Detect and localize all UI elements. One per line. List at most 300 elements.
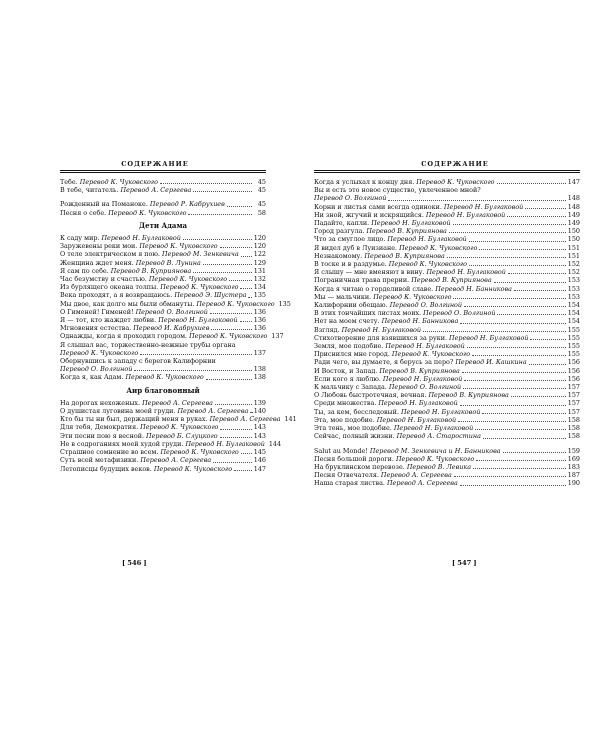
entry-page: 157 — [567, 407, 580, 416]
toc-entry — [314, 375, 580, 383]
toc-entry — [60, 234, 266, 242]
leader-dots — [525, 203, 566, 209]
leader-dots — [472, 350, 566, 356]
toc-entry: Обернувшись к западу с берегов Калифорнии Перевод О. Волгиной 138 — [60, 357, 266, 374]
entry-translator: Перевод Н. Булгаковой — [443, 202, 524, 211]
entry-title: О теле электрическом я пою. — [60, 250, 162, 259]
entry-translator: Перевод Н. Булгаковой — [400, 407, 481, 416]
entry-title: Что за смуглое лицо. — [314, 235, 388, 244]
entry-title: Тебе. — [60, 178, 80, 186]
entry-page: 135 — [253, 291, 266, 300]
toc-entry — [60, 267, 266, 275]
entry-translator: Перевод О. Волгиной — [423, 309, 496, 318]
toc-column-right — [314, 178, 580, 488]
toc-entry — [314, 367, 580, 375]
leader-dots — [227, 201, 252, 207]
entry-translator: Перевод В. Куприянова — [366, 227, 447, 236]
entry-page: 153 — [567, 276, 580, 285]
entry-translator: Перевод И. Кабрухиев — [133, 324, 210, 333]
toc-entry — [314, 235, 580, 243]
leader-dots — [454, 471, 566, 477]
entry-translator: Перевод К. Чуковского — [196, 299, 275, 308]
entry-translator: Перевод В. Куприянова — [428, 391, 509, 400]
leader-dots — [241, 448, 252, 454]
toc-entry — [314, 463, 580, 471]
entry-title: Нет на моем счету. — [314, 317, 382, 326]
toc-entry — [314, 211, 580, 219]
entry-title: Я слышу — мне вменяют в вину. — [314, 268, 427, 277]
toc-entry — [60, 399, 266, 407]
entry-title: Час безумству и счастью. — [60, 275, 149, 284]
entry-page: 151 — [567, 243, 580, 252]
entry-page: 156 — [567, 366, 580, 375]
toc-entry — [314, 293, 580, 301]
entry-page: 153 — [567, 284, 580, 293]
entry-title: И Восток, и Запад. — [314, 366, 380, 375]
entry-title: Эти песни пою я весной. — [60, 431, 147, 440]
toc-entry — [314, 203, 580, 211]
leader-dots — [508, 268, 566, 274]
toc-entry — [314, 432, 580, 440]
toc-entry — [314, 244, 580, 252]
entry-translator: Перевод Н. Булгаковой — [376, 415, 457, 424]
leader-dots — [213, 457, 252, 463]
entry-title: В тоске и в раздумье. — [314, 260, 389, 269]
entry-title: О Гименей! Гименей! — [60, 307, 136, 316]
entry-translator: Перевод Н. Булгаковой — [341, 325, 421, 334]
entry-translator: Перевод В. Куприянова — [411, 276, 492, 285]
entry-page: 135 — [278, 299, 291, 308]
leader-dots — [210, 308, 252, 314]
leader-dots — [473, 463, 566, 469]
toc-entry — [60, 308, 266, 316]
entry-translator: Перевод А. Сергеева — [209, 415, 281, 424]
toc-entry — [60, 178, 266, 186]
toc-entry — [314, 317, 580, 325]
entry-title: Века проходят, а я возвращаюсь. — [60, 291, 175, 300]
toc-entry: Вы и есть это новое существо, увлеченное мной? Перевод О. Волгиной 148 — [314, 186, 580, 203]
leader-dots — [529, 359, 566, 365]
leader-dots — [240, 283, 251, 289]
leader-dots — [469, 236, 566, 242]
toc-entry — [314, 455, 580, 463]
leader-dots — [193, 267, 252, 273]
entry-title: Когда я читаю о горделивой славе. — [314, 284, 436, 293]
leader-dots — [453, 293, 565, 299]
toc-entry — [314, 424, 580, 432]
entry-page: 136 — [253, 307, 266, 316]
leader-dots — [220, 432, 252, 438]
section-title: Аир благовонный — [126, 385, 200, 395]
leader-dots — [530, 334, 565, 340]
entry-translator: Перевод О. Волгиной — [135, 307, 208, 316]
entry-translator: Перевод О. Волгиной — [388, 383, 462, 392]
leader-dots — [460, 480, 566, 486]
leader-dots — [460, 318, 565, 324]
entry-title: Страшное сомнение во всем. — [60, 448, 161, 457]
toc-entry — [314, 252, 580, 260]
entry-translator: Перевод Н. Булгаковой — [449, 333, 529, 342]
leader-dots — [483, 433, 566, 439]
entry-page: 157 — [567, 383, 580, 392]
entry-title: Рожденный на Поманоке. — [60, 200, 150, 209]
entry-page: 144 — [268, 439, 282, 448]
entry-translator: Перевод К. Чуковского — [153, 464, 233, 473]
entry-title: Однажды, когда я проходил городом. — [60, 332, 190, 341]
entry-page: 156 — [567, 374, 580, 383]
entry-translator: Перевод К. Чуковского — [139, 242, 218, 251]
toc-entry — [60, 291, 266, 299]
entry-page: 156 — [567, 358, 580, 367]
toc-entry — [60, 448, 266, 456]
leader-dots — [240, 316, 252, 322]
entry-page: 158 — [567, 424, 580, 433]
entry-title: Женщина ждет меня. — [60, 258, 136, 267]
toc-entry — [314, 342, 580, 350]
entry-translator: Перевод К. Чуковского — [373, 292, 452, 301]
entry-title: Стихотворение для взявшихся за руки. — [314, 333, 450, 342]
entry-translator: Перевод Б. Слуцкого — [146, 431, 218, 440]
entry-page: 157 — [567, 391, 580, 400]
entry-title: Взгляд. — [314, 325, 342, 334]
entry-page: 159 — [567, 446, 580, 455]
entry-page: 150 — [567, 227, 580, 236]
entry-title: Ни зной, жгучий и искрящийся. — [314, 210, 426, 219]
leader-dots — [475, 424, 566, 430]
leader-dots — [188, 209, 252, 215]
entry-translator: Перевод Н. Булгаковой — [387, 235, 467, 244]
leader-dots — [248, 292, 251, 298]
entry-page: 136 — [253, 324, 266, 333]
leader-dots — [229, 275, 252, 281]
entry-title: Незнакомому. — [314, 251, 365, 260]
entry-translator: Перевод В. Куприянова — [379, 366, 460, 375]
entry-page: 153 — [567, 292, 580, 301]
entry-title: Песня о себе. — [60, 208, 109, 217]
toc-entry — [60, 275, 266, 283]
entry-page: 154 — [567, 309, 580, 318]
toc-entry — [314, 326, 580, 334]
entry-page: 155 — [567, 333, 580, 342]
leader-dots — [494, 277, 566, 283]
running-header: СОДЕРЖАНИЕ — [421, 160, 489, 168]
leader-dots — [220, 242, 252, 248]
entry-title: Если кого я люблю. — [314, 374, 383, 383]
entry-title: Среди множества. — [314, 399, 379, 408]
toc-entry — [60, 439, 282, 448]
leader-dots — [463, 383, 566, 389]
entry-title: Ради чего, вы думаете, я берусь за перо? — [314, 358, 456, 367]
toc-entry — [314, 358, 580, 366]
entry-page: 139 — [253, 398, 266, 407]
leader-dots — [423, 326, 566, 332]
entry-translator: Перевод Э. Шустера — [174, 291, 247, 300]
toc-entry — [314, 301, 580, 309]
entry-title: Калифорнии обещаю. — [314, 301, 390, 310]
entry-translator: Перевод Н. Булгаковой — [378, 399, 458, 408]
leader-dots — [467, 342, 566, 348]
entry-translator: Перевод М. Зенкевича и Н. Банникова — [369, 446, 501, 455]
entry-title: Песня большой дороги. — [314, 454, 396, 463]
toc-entry — [60, 259, 266, 267]
entry-title: Песня Отвечателя. — [314, 471, 381, 480]
entry-translator: Перевод Н. Банникова — [381, 317, 459, 326]
leader-dots — [497, 309, 565, 315]
toc-entry — [60, 456, 266, 464]
toc-entry — [314, 268, 580, 276]
header-rule-thin — [314, 172, 580, 173]
leader-dots — [193, 186, 252, 192]
entry-title: Мы — мальчики. — [314, 292, 374, 301]
leader-dots — [453, 219, 566, 225]
entry-page: 136 — [253, 316, 266, 325]
entry-translator: Перевод К. Чуковского — [395, 454, 475, 463]
toc-entry — [314, 399, 580, 407]
entry-title: Я видел дуб в Луизиане. — [314, 243, 400, 252]
toc-entry — [314, 383, 580, 391]
toc-entry — [314, 479, 580, 487]
entry-translator: Перевод А. Сергеева — [380, 471, 452, 480]
entry-translator: Перевод К. Чуковского — [79, 178, 158, 186]
entry-title: Эта, мое подобие. — [314, 415, 377, 424]
toc-entry: Когда я услыхал к концу дня. Перевод К. Чуковского 147 — [314, 178, 580, 186]
entry-page: 141 — [284, 415, 297, 424]
leader-dots — [449, 227, 566, 233]
entry-translator: Перевод А. Сергеева — [120, 186, 192, 195]
toc-entry — [314, 334, 580, 342]
entry-page: 137 — [271, 332, 284, 341]
entry-title: О душистая луговина моей груди. — [60, 407, 178, 416]
entry-page: 58 — [257, 208, 266, 217]
entry-page: 150 — [567, 235, 580, 244]
toc-entry — [314, 309, 580, 317]
leader-dots — [241, 251, 252, 257]
toc-entry — [60, 324, 266, 332]
toc-entry — [60, 209, 266, 217]
entry-page: 131 — [253, 266, 266, 275]
entry-title: Я сам по себе. — [60, 266, 111, 275]
entry-page: 120 — [253, 242, 266, 251]
toc-entry — [60, 407, 266, 415]
entry-title: В тебе, читатель. — [60, 186, 121, 195]
entry-title: Наша старая листва. — [314, 479, 387, 488]
entry-translator: Перевод В. Левика — [406, 462, 472, 471]
entry-translator: Перевод А. Старостина — [396, 432, 481, 441]
toc-entry — [314, 350, 580, 358]
entry-page: 140 — [253, 407, 266, 416]
leader-dots — [462, 367, 566, 373]
toc-entry — [60, 465, 266, 473]
entry-translator: Перевод К. Чуковского — [140, 423, 219, 432]
entry-page: 155 — [567, 350, 580, 359]
toc-entry — [314, 260, 580, 268]
entry-title: В этих тончайших листах моих. — [314, 309, 424, 318]
entry-translator: Перевод Н. Булгаковой — [385, 342, 465, 351]
header-rule — [314, 170, 580, 171]
toc-column-left — [60, 178, 297, 473]
header-rule — [60, 170, 266, 171]
entry-translator: Перевод К. Чуковского — [388, 260, 468, 269]
entry-title: Для тебя, Демократия. — [60, 423, 141, 432]
entry-translator: Перевод И. Кашкина — [455, 358, 527, 367]
leader-dots — [469, 260, 566, 266]
toc-entry — [314, 471, 580, 479]
entry-page: 149 — [567, 219, 580, 228]
leader-dots — [183, 234, 252, 240]
entry-page: 169 — [567, 454, 580, 463]
entry-translator: Перевод Н. Булгаковой — [426, 268, 506, 277]
entry-page: 152 — [567, 260, 580, 269]
toc-entry — [60, 242, 266, 250]
toc-entry: Когда я, как Адам. Перевод К. Чуковского 138 — [60, 373, 266, 382]
entry-translator: Перевод Н. Булгаковой — [101, 234, 181, 243]
entry-title: К мальчику с Запада. — [314, 383, 389, 392]
page-number: [ 546 ] — [122, 559, 147, 567]
entry-translator: Перевод Н. Булгаковой — [185, 439, 265, 448]
entry-translator: Перевод М. Зенкевича — [162, 250, 239, 259]
toc-entry — [60, 415, 297, 424]
toc-entry — [60, 332, 284, 341]
toc-entry — [60, 423, 266, 431]
leader-dots — [464, 375, 566, 381]
entry-title: Мы двое, как долго мы были обмануты. — [60, 299, 197, 308]
leader-dots — [476, 455, 566, 461]
entry-translator: Перевод В. Лунина — [135, 258, 201, 267]
entry-page: 158 — [567, 415, 580, 424]
leader-dots — [507, 211, 566, 217]
entry-translator: Перевод В. Куприянова — [110, 266, 192, 275]
leader-dots — [464, 301, 566, 307]
toc-entry — [60, 432, 266, 440]
entry-page: 132 — [253, 275, 266, 284]
entry-page: 45 — [257, 200, 266, 209]
entry-title: На бруклинском перевозе. — [314, 462, 407, 471]
entry-translator: Перевод Н. Булгаковой — [158, 316, 238, 325]
entry-title: На дорогах нехоженых. — [60, 398, 143, 407]
leader-dots — [458, 416, 566, 422]
leader-dots — [203, 259, 252, 265]
toc-entry — [60, 186, 266, 194]
entry-title: О Любовь быстротечная, вечная. — [314, 391, 429, 400]
entry-title: Земля, мое подобие. — [314, 342, 386, 351]
entry-translator: Перевод Н. Булгаковой — [371, 219, 451, 228]
entry-page: 148 — [567, 202, 580, 211]
entry-translator: Перевод К. Чуковского — [108, 208, 187, 217]
entry-title: Сейчас, полный жизни. — [314, 432, 397, 441]
entry-title: К саду мир. — [60, 234, 102, 243]
leader-dots — [447, 252, 566, 258]
entry-translator: Перевод О. Волгиной — [389, 301, 462, 310]
entry-page: 187 — [567, 471, 580, 480]
entry-title: Летописцы будущих веков. — [60, 464, 154, 473]
entry-page: 149 — [567, 210, 580, 219]
entry-page: 154 — [567, 301, 580, 310]
entry-title: Заружевены реки мои. — [60, 242, 140, 251]
entry-page: 147 — [253, 464, 266, 473]
entry-translator: Перевод Н. Банникова — [435, 284, 512, 293]
toc-entry — [60, 299, 291, 308]
entry-title: Мгновения естества. — [60, 324, 134, 333]
entry-title: Эта тень, мое подобие. — [314, 424, 394, 433]
entry-page: 155 — [567, 342, 580, 351]
entry-translator: Перевод К. Чуковского — [160, 283, 239, 292]
entry-page: 122 — [253, 250, 266, 259]
toc-entry — [60, 316, 266, 324]
entry-title: Из бурлящего океана толпы. — [60, 283, 161, 292]
entry-translator: Перевод К. Чуковского — [148, 275, 228, 284]
entry-page: 143 — [253, 431, 266, 440]
entry-page: 183 — [567, 462, 580, 471]
entry-translator: Перевод К. Чуковского — [399, 243, 478, 252]
entry-title: Ты, за кем, бесследовый. — [314, 407, 401, 416]
toc-entry — [314, 447, 580, 455]
entry-translator: Перевод К. Чуковского — [160, 448, 239, 457]
entry-title: Корни и листья сами всегда одиноки. — [314, 202, 444, 211]
entry-page: 45 — [257, 178, 266, 186]
toc-entry — [314, 227, 580, 235]
right-page — [300, 0, 600, 750]
entry-translator: Перевод А. Сергеева — [140, 456, 212, 465]
entry-title: Кто бы ты ни был, держащий меня в руках. — [60, 415, 210, 424]
entry-page: 154 — [567, 317, 580, 326]
entry-title: Пограничная трава прерии. — [314, 276, 412, 285]
toc-entry — [314, 276, 580, 284]
toc-entry — [314, 391, 580, 399]
section-title: Дети Адама — [138, 220, 188, 230]
leader-dots — [250, 407, 251, 413]
entry-translator: Перевод В. Куприянова — [364, 251, 445, 260]
entry-title: Город разгула. — [314, 227, 367, 236]
toc-entry: Я слышал вас, торжественно-нежные трубы органа Перевод К. Чуковского 137 — [60, 340, 266, 357]
entry-page: 145 — [253, 448, 266, 457]
entry-page: 155 — [567, 325, 580, 334]
entry-title: Суть всей метафизики. — [60, 456, 141, 465]
toc-entry — [60, 250, 266, 258]
running-header: СОДЕРЖАНИЕ — [121, 160, 189, 168]
leader-dots — [234, 465, 252, 471]
page-number: [ 547 ] — [452, 559, 477, 567]
entry-page: 157 — [567, 399, 580, 408]
header-rule-thin — [60, 172, 266, 173]
entry-title: Приснился мне город. — [314, 350, 392, 359]
toc-entry — [314, 416, 580, 424]
leader-dots — [211, 324, 251, 330]
toc-entry — [314, 408, 580, 416]
entry-translator: Перевод Н. Булгаковой — [382, 374, 463, 383]
toc-entry — [60, 200, 266, 208]
leader-dots — [479, 244, 565, 250]
entry-title: Я — тот, кто жаждет любви. — [60, 316, 159, 325]
entry-page: 45 — [257, 186, 266, 195]
entry-page: 151 — [567, 251, 580, 260]
entry-translator: Перевод К. Чуковского — [391, 350, 471, 359]
leader-dots — [482, 408, 565, 414]
entry-page: 129 — [253, 258, 266, 267]
toc-entry — [314, 285, 580, 293]
entry-translator: Перевод А. Сергеева — [142, 398, 213, 407]
leader-dots — [503, 447, 566, 453]
leader-dots — [511, 391, 566, 397]
leader-dots — [160, 178, 252, 184]
entry-title: Не в содроганиях моей худой груди. — [60, 439, 186, 448]
leader-dots — [215, 399, 252, 405]
leader-dots — [220, 424, 251, 430]
entry-translator: Перевод Р. Кабрухиев — [149, 200, 225, 209]
entry-page: 152 — [567, 268, 580, 277]
entry-translator: Перевод Н. Булгаковой — [393, 424, 474, 433]
entry-translator: Перевод А. Сергеева — [386, 479, 458, 488]
toc-entry — [60, 283, 266, 291]
